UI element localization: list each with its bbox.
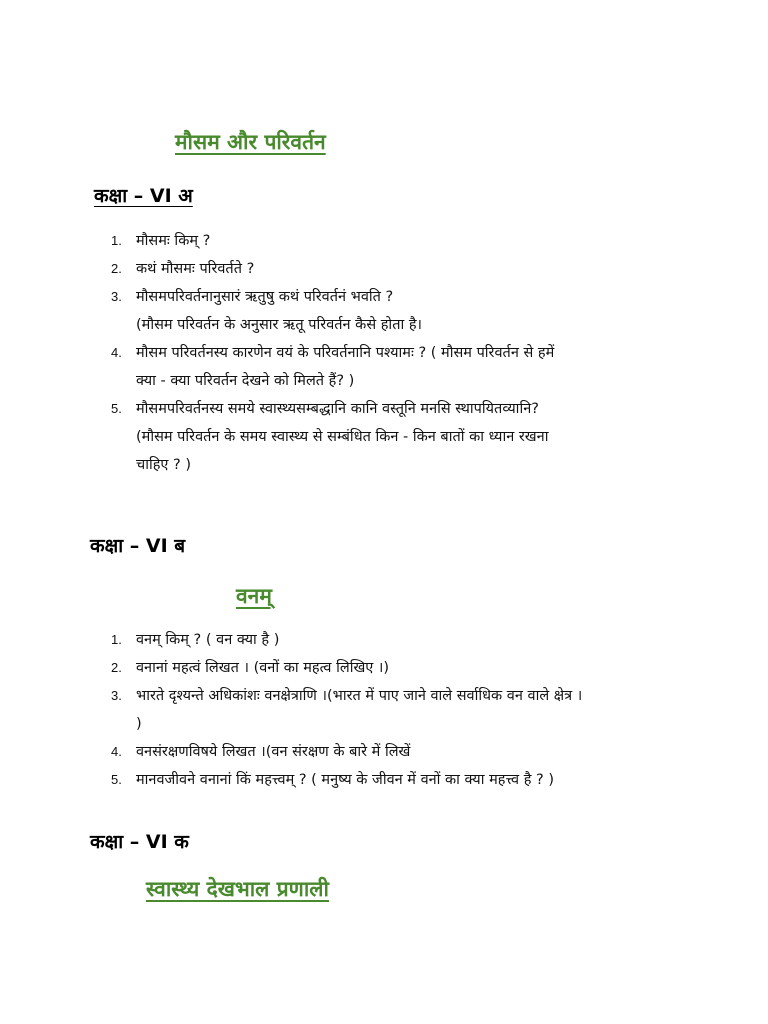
question-text: भारते दृश्यन्ते अधिकांशः वनक्षेत्राणि ।(भारत में पाए जाने वाले सर्वाधिक वन वाले क्षेत्र । xyxy=(136,688,583,704)
item-number: 2. xyxy=(111,261,122,276)
item-number: 1. xyxy=(111,233,122,248)
item-number: 5. xyxy=(111,401,122,416)
list-item xyxy=(0,682,656,738)
section-1-title: मौसम और परिवर्तन xyxy=(175,130,326,154)
list-item xyxy=(0,255,656,283)
question-text: मानवजीवने वनानां किं महत्त्वम् ? ( मनुष्य के जीवन में वनों का क्या महत्त्व है ? ) xyxy=(136,772,554,788)
section-2-title: वनम् xyxy=(236,584,272,608)
item-number: 4. xyxy=(111,345,122,360)
question-text: वनम् किम् ? ( वन क्या है ) xyxy=(136,632,280,648)
question-text: वनानां महत्वं लिखत । (वनों का महत्व लिखिए ।) xyxy=(136,660,390,676)
item-number: 1. xyxy=(111,632,122,647)
section-2-class-heading: कक्षा – VI ब xyxy=(90,535,186,557)
section-1-class-heading: कक्षा – VI अ xyxy=(94,185,193,207)
item-number: 3. xyxy=(111,688,122,703)
list-item xyxy=(0,227,656,255)
section-2-question-list xyxy=(0,626,656,794)
question-text: कथं मौसमः परिवर्तते ? xyxy=(136,261,255,277)
list-item xyxy=(0,339,656,395)
item-number: 3. xyxy=(111,289,122,304)
question-text: मौसम परिवर्तनस्य कारणेन वयं के परिवर्तनानि पश्यामः ? ( मौसम परिवर्तन से हमें xyxy=(136,345,555,361)
item-number: 4. xyxy=(111,744,122,759)
list-item xyxy=(0,766,656,794)
question-text: वनसंरक्षणविषये लिखत ।(वन संरक्षण के बारे में लिखें xyxy=(136,744,411,760)
question-text-continued: ) xyxy=(136,716,142,732)
question-text: मौसमः किम् ? xyxy=(136,233,211,249)
question-text-continued: क्या - क्या परिवर्तन देखने को मिलते हैं? ) xyxy=(136,373,355,389)
question-text: मौसमपरिवर्तनानुसारं ऋतुषु कथं परिवर्तनं भवति ? xyxy=(136,289,394,305)
list-item xyxy=(0,283,656,339)
list-item xyxy=(0,395,656,479)
list-item xyxy=(0,738,656,766)
list-item xyxy=(0,654,656,682)
section-3-class-heading: कक्षा – VI क xyxy=(90,831,189,853)
list-item xyxy=(0,626,656,654)
question-translation-continued: चाहिए ? ) xyxy=(136,457,192,473)
section-1-question-list xyxy=(0,227,656,479)
item-number: 2. xyxy=(111,660,122,675)
question-translation: (मौसम परिवर्तन के समय स्वास्थ्य से सम्बंधित किन - किन बातों का ध्यान रखना xyxy=(136,429,549,445)
item-number: 5. xyxy=(111,772,122,787)
section-3-title: स्वास्थ्य देखभाल प्रणाली xyxy=(146,877,329,901)
question-translation: (मौसम परिवर्तन के अनुसार ऋतू परिवर्तन कैसे होता है। xyxy=(136,317,423,333)
question-text: मौसमपरिवर्तनस्य समये स्वास्थ्यसम्बद्धानि कानि वस्तूनि मनसि स्थापयितव्यानि? xyxy=(136,401,539,417)
